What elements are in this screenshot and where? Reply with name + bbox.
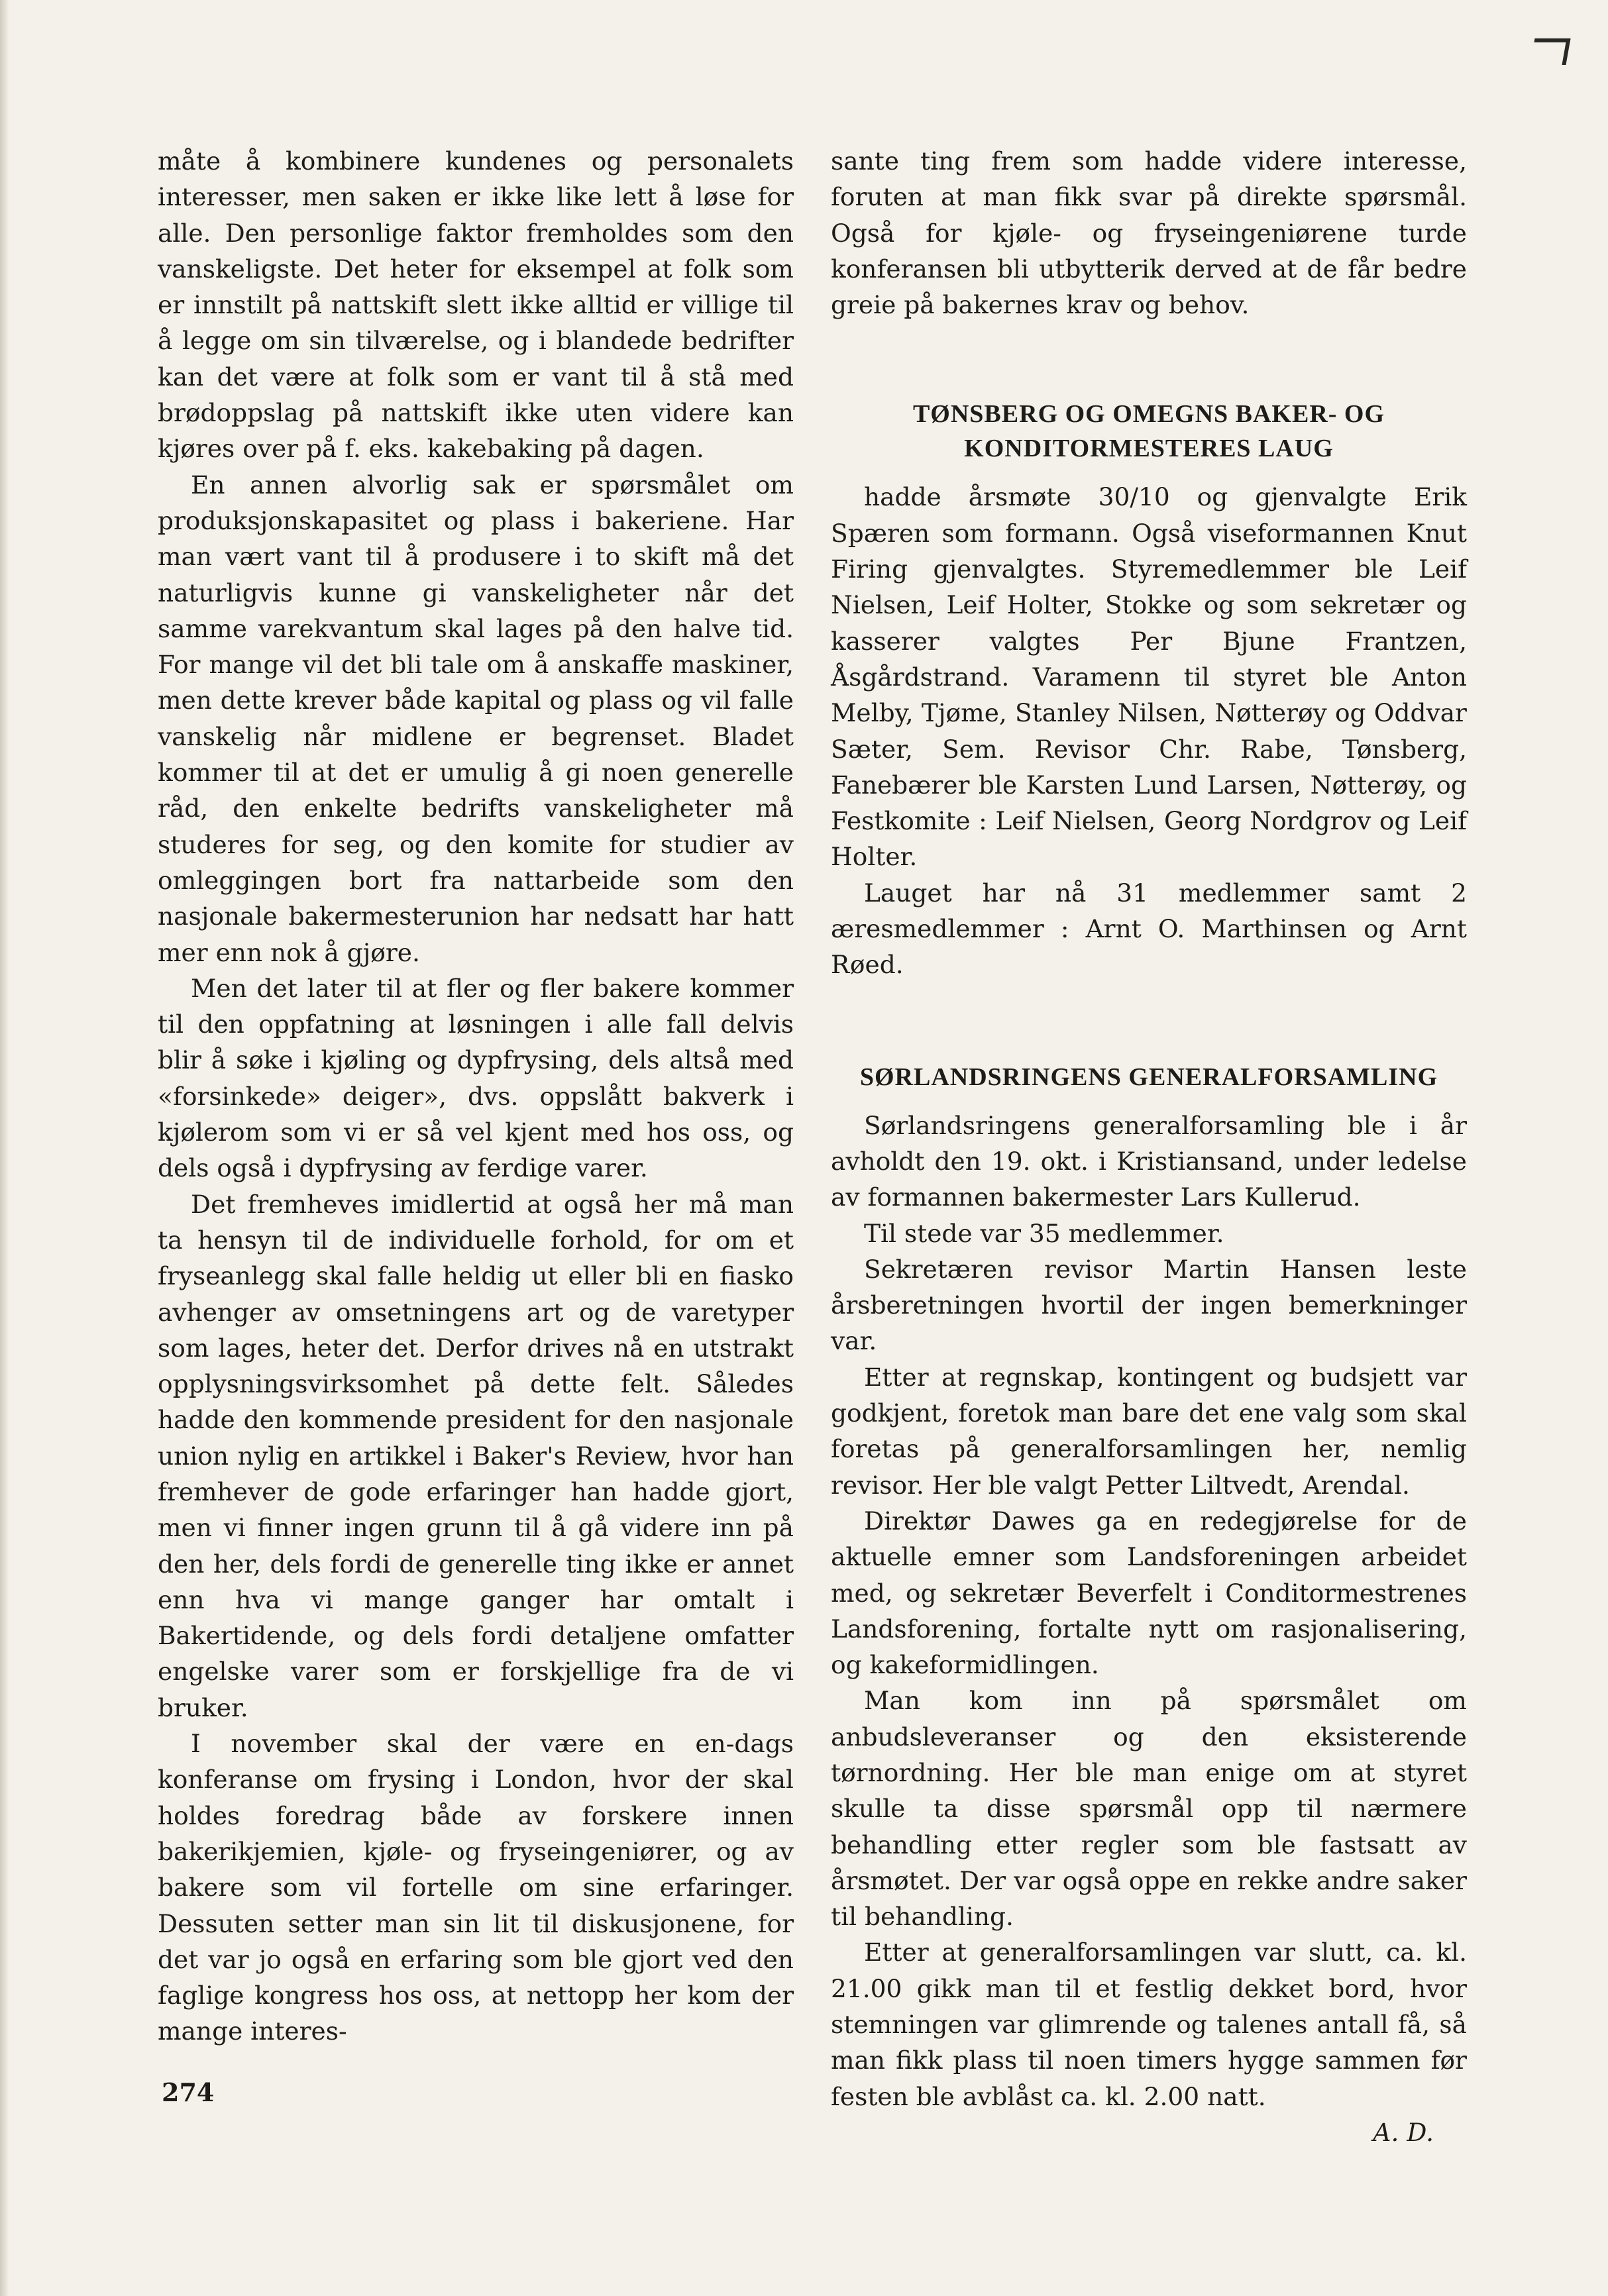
- corner-crop-mark: [1530, 38, 1570, 65]
- paragraph: Sørlandsringens generalforsamling ble i år avholdt den 19. okt. i Kristiansand, under ledelse av formannen bakermester Lars Kullerud.: [831, 1110, 1467, 1212]
- paragraph-continued: måte å kombinere kundenes og personalets interesser, men saken er ikke like lett å løse for alle. Den personlige faktor fremholdes som den vanskeligste. Det heter for eksempel at folk som er innstilt på nattskift slett ikke alltid er villige til å legge om sin tilværelse, og i blandede bedrifter kan det være at folk som er vant til å stå med brødoppslag på nattskift ikke uten videre kan kjøres over på f. eks. kakebaking på dagen.: [158, 146, 794, 464]
- page-edge-shadow: [0, 0, 9, 2296]
- paragraph: Til stede var 35 medlemmer.: [864, 1218, 1224, 1248]
- paragraph: En annen alvorlig sak er spørsmålet om produksjonskapasitet og plass i bakeriene. Har man vært vant til å produsere i to skift må det naturligvis kunne gi vanskeligheter når det samme varekvantum skal lages på den halve tid. For mange vil det bli tale om å anskaffe maskiner, men dette krever både kapital og plass og vil falle vanskelig når midlene er begrenset. Bladet kommer til at det er umulig å gi noen generelle råd, den enkelte bedrifts vanskeligheter må studeres for seg, og den komite for studier av omleggingen bort fra nattarbeide som den nasjonale bakermesterunion har nedsatt har hatt mer enn nok å gjøre.: [158, 470, 794, 967]
- paragraph: Man kom inn på spørsmålet om anbudsleveranser og den eksisterende tørnordning. Her ble man enige om at styret skulle ta disse spørsmål opp til nærmere behandling etter regler som ble fastsatt av årsmøtet. Der var også oppe en rekke andre saker til behandling.: [831, 1686, 1467, 1932]
- paragraph: Etter at generalforsamlingen var slutt, ca. kl. 21.00 gikk man til et festlig dekket bord, hvor stemningen var glimrende og talenes antall få, så man fikk plass til noen timers hygge sammen før festen ble avblåst ca. kl. 2.00 natt.: [831, 1938, 1467, 2111]
- left-column: [158, 143, 794, 2050]
- page-number: 274: [162, 2077, 215, 2107]
- section-heading-tonsberg-laug: TØNSBERG OG OMEGNS BAKER- OG KONDITORMESTERES LAUG: [912, 400, 1385, 463]
- paragraph: Lauget har nå 31 medlemmer samt 2 æresmedlemmer : Arnt O. Marthinsen og Arnt Røed.: [831, 878, 1467, 980]
- paragraph: Det fremheves imidlertid at også her må man ta hensyn til de individuelle forhold, for om et fryseanlegg skal falle heldig ut eller bli en fiasko avhenger av omsetningens art og de varetyper som lages, heter det. Derfor drives nå en utstrakt opplysningsvirksomhet på dette felt. Således hadde den kommende president for den nasjonale union nylig en artikkel i Baker's Review, hvor han fremhever de gode erfaringer han hadde gjort, men vi finner ingen grunn til å gå videre inn på den her, dels fordi de generelle ting ikke er annet enn hva vi mange ganger har omtalt i Bakertidende, og dels fordi detaljene omfatter engelske varer som er forskjellige fra de vi bruker.: [158, 1189, 794, 1722]
- paragraph: Direktør Dawes ga en redegjørelse for de aktuelle emner som Landsforeningen arbeidet med, og sekretær Beverfelt i Conditormestrenes Landsforening, fortalte nytt om rasjonalisering, og kakeformidlingen.: [831, 1506, 1467, 1680]
- paragraph: Etter at regnskap, kontingent og budsjett var godkjent, foretok man bare det ene valg som skal foretas på generalforsamlingen her, nemlig revisor. Her ble valgt Petter Liltvedt, Arendal.: [831, 1362, 1467, 1500]
- paragraph: I november skal der være en en-dags konferanse om frysing i London, hvor der skal holdes foredrag både av forskere innen bakerikjemien, kjøle- og fryseingeniører, og av bakere som vil fortelle om sine erfaringer. Dessuten setter man sin lit til diskusjonene, for det var jo også en erfaring som ble gjort ved den faglige kongress hos oss, at nettopp her kom der mange interes-: [158, 1729, 794, 2046]
- section-heading-sorlandsringen: SØRLANDSRINGENS GENERALFORSAMLING: [859, 1063, 1438, 1091]
- right-column: [831, 143, 1467, 2150]
- paragraph-continuation: sante ting frem som hadde videre interesse, foruten at man fikk svar på direkte spørsmål. Også for kjøle- og fryseingeniørene turde konferansen bli utbytterik derved at de får bedre greie på bakernes krav og behov.: [831, 146, 1467, 320]
- paragraph: Men det later til at fler og fler bakere kommer til den oppfatning at løsningen i alle fall delvis blir å søke i kjøling og dypfrysing, dels altså med «forsinkede» deiger», dvs. oppslått bakverk i kjølerom som vi er så vel kjent med hos oss, og dels også i dypfrysing av ferdige varer.: [158, 973, 794, 1183]
- paragraph: hadde årsmøte 30/10 og gjenvalgte Erik Spæren som formann. Også viseformannen Knut Firing gjenvalgtes. Styremedlemmer ble Leif Nielsen, Leif Holter, Stokke og som sekretær og kasserer valgtes Per Bjune Frantzen, Åsgårdstrand. Varamenn til styret ble Anton Melby, Tjøme, Stanley Nilsen, Nøtterøy og Oddvar Sæter, Sem. Revisor Chr. Rabe, Tønsberg, Fanebærer ble Karsten Lund Larsen, Nøtterøy, og Festkomite : Leif Nielsen, Georg Nordgrov og Leif Holter.: [831, 482, 1467, 872]
- author-signature: A. D.: [1373, 2117, 1434, 2147]
- paragraph: Sekretæren revisor Martin Hansen leste årsberetningen hvortil der ingen bemerkninger var.: [831, 1254, 1467, 1356]
